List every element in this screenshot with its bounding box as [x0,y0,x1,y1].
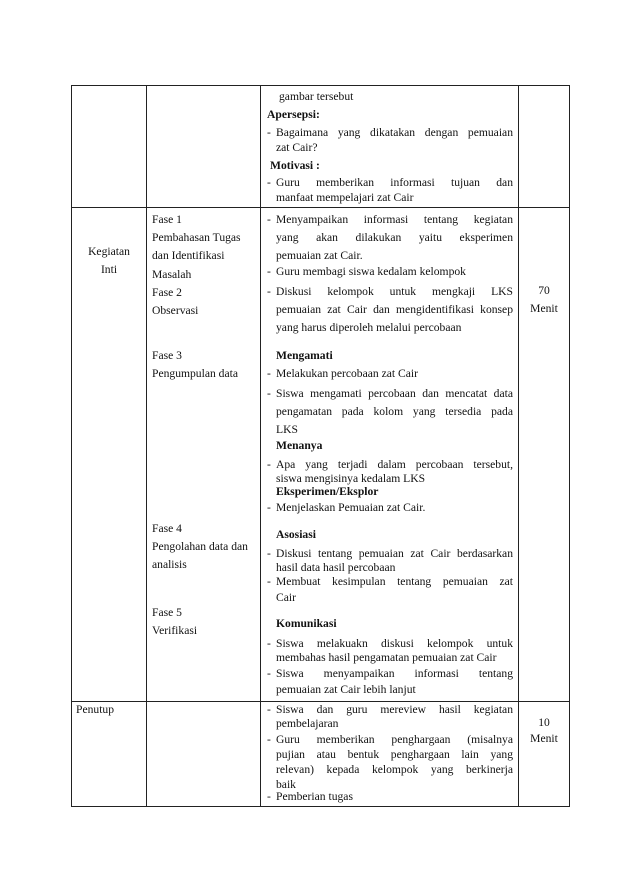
stage-label: Penutup [76,703,115,716]
phase-block: Fase 4 Pengolahan data dan analisis [152,522,248,571]
stage-cell [72,86,147,208]
asosiasi-heading: Asosiasi [276,528,316,541]
phase-block: Fase 3 Pengumpulan data [152,349,238,380]
table-row [72,702,570,807]
menanya-heading: Menanya [276,439,323,452]
list-item: - Siswa dan guru mereview hasil kegiatan pembelajaran [267,703,513,730]
list-item: - Siswa mengamati percobaan dan mencatat data pengamatan pada kolom yang tersedia pada LKS [267,387,513,436]
stage-cell [72,208,147,702]
list-item: - Bagaimana yang dikatakan dengan pemuaian zat Cair? [267,126,513,154]
list-item: - Apa yang terjadi dalam percobaan tersebut, siswa mengisinya kedalam LKS [267,458,513,485]
list-item: - Diskusi kelompok untuk mengkaji LKS pemuaian zat Cair dan mengidentifikasi konsep yang harus diperoleh melalui percobaan [267,285,513,334]
list-item: - Pemberian tugas [267,790,353,803]
activity-cell [261,702,519,807]
phase-cell [147,702,261,807]
stage-label: Kegiatan [88,245,130,258]
list-item: - Siswa melakuakn diskusi kelompok untuk membahas hasil pengamatan pemuaian zat Cair [267,637,513,664]
continued-line: gambar tersebut [279,90,354,103]
list-item: - Melakukan percobaan zat Cair [267,367,418,380]
list-item: - Diskusi tentang pemuaian zat Cair berdasarkan hasil data hasil percobaan [267,547,513,574]
motivasi-heading: Motivasi : [270,159,320,172]
phase-block: Fase 5 Verifikasi [152,606,198,637]
apersepsi-heading: Apersepsi: [267,108,320,121]
lesson-plan-table [71,85,570,807]
time-value: 70 [538,284,550,297]
phase-block: Fase 1 Pembahasan Tugas dan Identifikasi Masalah Fase 2 Observasi [152,213,241,318]
phase-cell [147,86,261,208]
list-item: - Membuat kesimpulan tentang pemuaian zat Cair [267,575,513,604]
eksperimen-heading: Eksperimen/Eksplor [276,485,379,498]
time-cell [519,86,570,208]
time-cell [519,702,570,807]
time-unit: Menit [530,732,558,745]
phase-cell [147,208,261,702]
time-cell [519,208,570,702]
list-item: - Guru memberikan penghargaan (misalnya pujian atau bentuk penghargaan lain yang relevan) kepada kelompok yang berkinerja baik [267,733,513,791]
activity-cell [261,86,519,208]
list-item: - Guru memberikan informasi tujuan dan manfaat mempelajari zat Cair [267,176,513,204]
table-row [72,86,570,208]
mengamati-heading: Mengamati [276,349,333,362]
time-value: 10 [538,716,550,729]
list-item: - Menyampaikan informasi tentang kegiatan yang akan dilakukan yaitu eksperimen pemuaian zat Cair. [267,213,513,262]
stage-cell [72,702,147,807]
activity-cell [261,208,519,702]
list-item: - Siswa menyampaikan informasi tentang pemuaian zat Cair lebih lanjut [267,667,513,696]
table-row [72,208,570,702]
time-unit: Menit [530,302,558,315]
list-item: - Guru membagi siswa kedalam kelompok [267,265,466,278]
list-item: - Menjelaskan Pemuaian zat Cair. [267,501,426,514]
stage-label: Inti [100,263,118,276]
komunikasi-heading: Komunikasi [276,617,337,630]
